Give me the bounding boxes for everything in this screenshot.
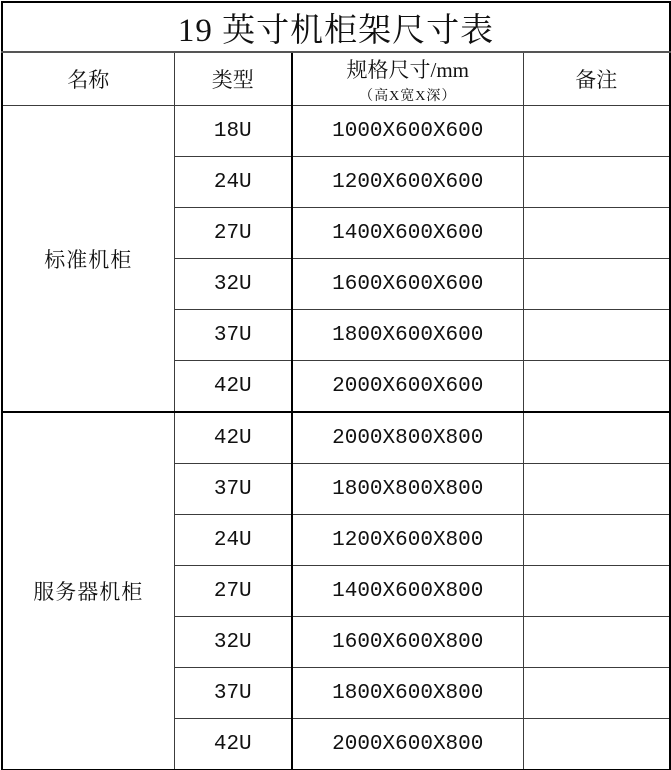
col-header-remark: 备注 xyxy=(523,52,670,106)
col-header-type: 类型 xyxy=(174,52,292,106)
spec-cell: 1200X600X800 xyxy=(292,515,523,566)
type-cell: 42U xyxy=(174,719,292,770)
spec-cell: 1600X600X600 xyxy=(292,259,523,310)
remark-cell xyxy=(523,515,670,566)
type-cell: 37U xyxy=(174,464,292,515)
spec-cell: 1000X600X600 xyxy=(292,106,523,157)
type-cell: 37U xyxy=(174,310,292,361)
remark-cell xyxy=(523,617,670,668)
remark-cell xyxy=(523,157,670,208)
remark-cell xyxy=(523,310,670,361)
table-title xyxy=(2,2,670,52)
col-header-spec-sub: （高X宽X深） xyxy=(359,88,457,104)
spec-cell: 1400X600X800 xyxy=(292,566,523,617)
spec-cell: 2000X800X800 xyxy=(292,412,523,464)
table-row xyxy=(2,412,670,464)
spec-cell: 1200X600X600 xyxy=(292,157,523,208)
type-cell: 42U xyxy=(174,361,292,413)
type-cell: 24U xyxy=(174,515,292,566)
type-cell: 24U xyxy=(174,157,292,208)
remark-cell xyxy=(523,208,670,259)
rack-size-table xyxy=(1,1,671,770)
type-cell: 32U xyxy=(174,259,292,310)
type-cell: 37U xyxy=(174,668,292,719)
remark-cell xyxy=(523,668,670,719)
remark-cell xyxy=(523,259,670,310)
col-header-spec-main: 规格尺寸/mm xyxy=(346,57,469,82)
remark-cell xyxy=(523,566,670,617)
spec-cell: 1400X600X600 xyxy=(292,208,523,259)
remark-cell xyxy=(523,361,670,413)
spec-cell: 2000X600X600 xyxy=(292,361,523,413)
col-header-spec xyxy=(292,52,523,106)
section-label-server-cabinet: 服务器机柜 xyxy=(2,412,174,770)
remark-cell xyxy=(523,464,670,515)
header-row xyxy=(2,52,670,106)
spec-cell: 1600X600X800 xyxy=(292,617,523,668)
type-cell: 27U xyxy=(174,208,292,259)
type-cell: 42U xyxy=(174,412,292,464)
title-row xyxy=(2,2,670,52)
spec-cell: 2000X600X800 xyxy=(292,719,523,770)
col-header-name: 名称 xyxy=(2,52,174,106)
table-title-text: 19 英寸机柜架尺寸表 xyxy=(177,12,495,49)
table-row xyxy=(2,106,670,157)
type-cell: 32U xyxy=(174,617,292,668)
section-label-standard-cabinet: 标准机柜 xyxy=(2,106,174,413)
type-cell: 18U xyxy=(174,106,292,157)
remark-cell xyxy=(523,106,670,157)
remark-cell xyxy=(523,412,670,464)
spec-cell: 1800X600X800 xyxy=(292,668,523,719)
type-cell: 27U xyxy=(174,566,292,617)
spec-cell: 1800X800X800 xyxy=(292,464,523,515)
spec-cell: 1800X600X600 xyxy=(292,310,523,361)
remark-cell xyxy=(523,719,670,770)
